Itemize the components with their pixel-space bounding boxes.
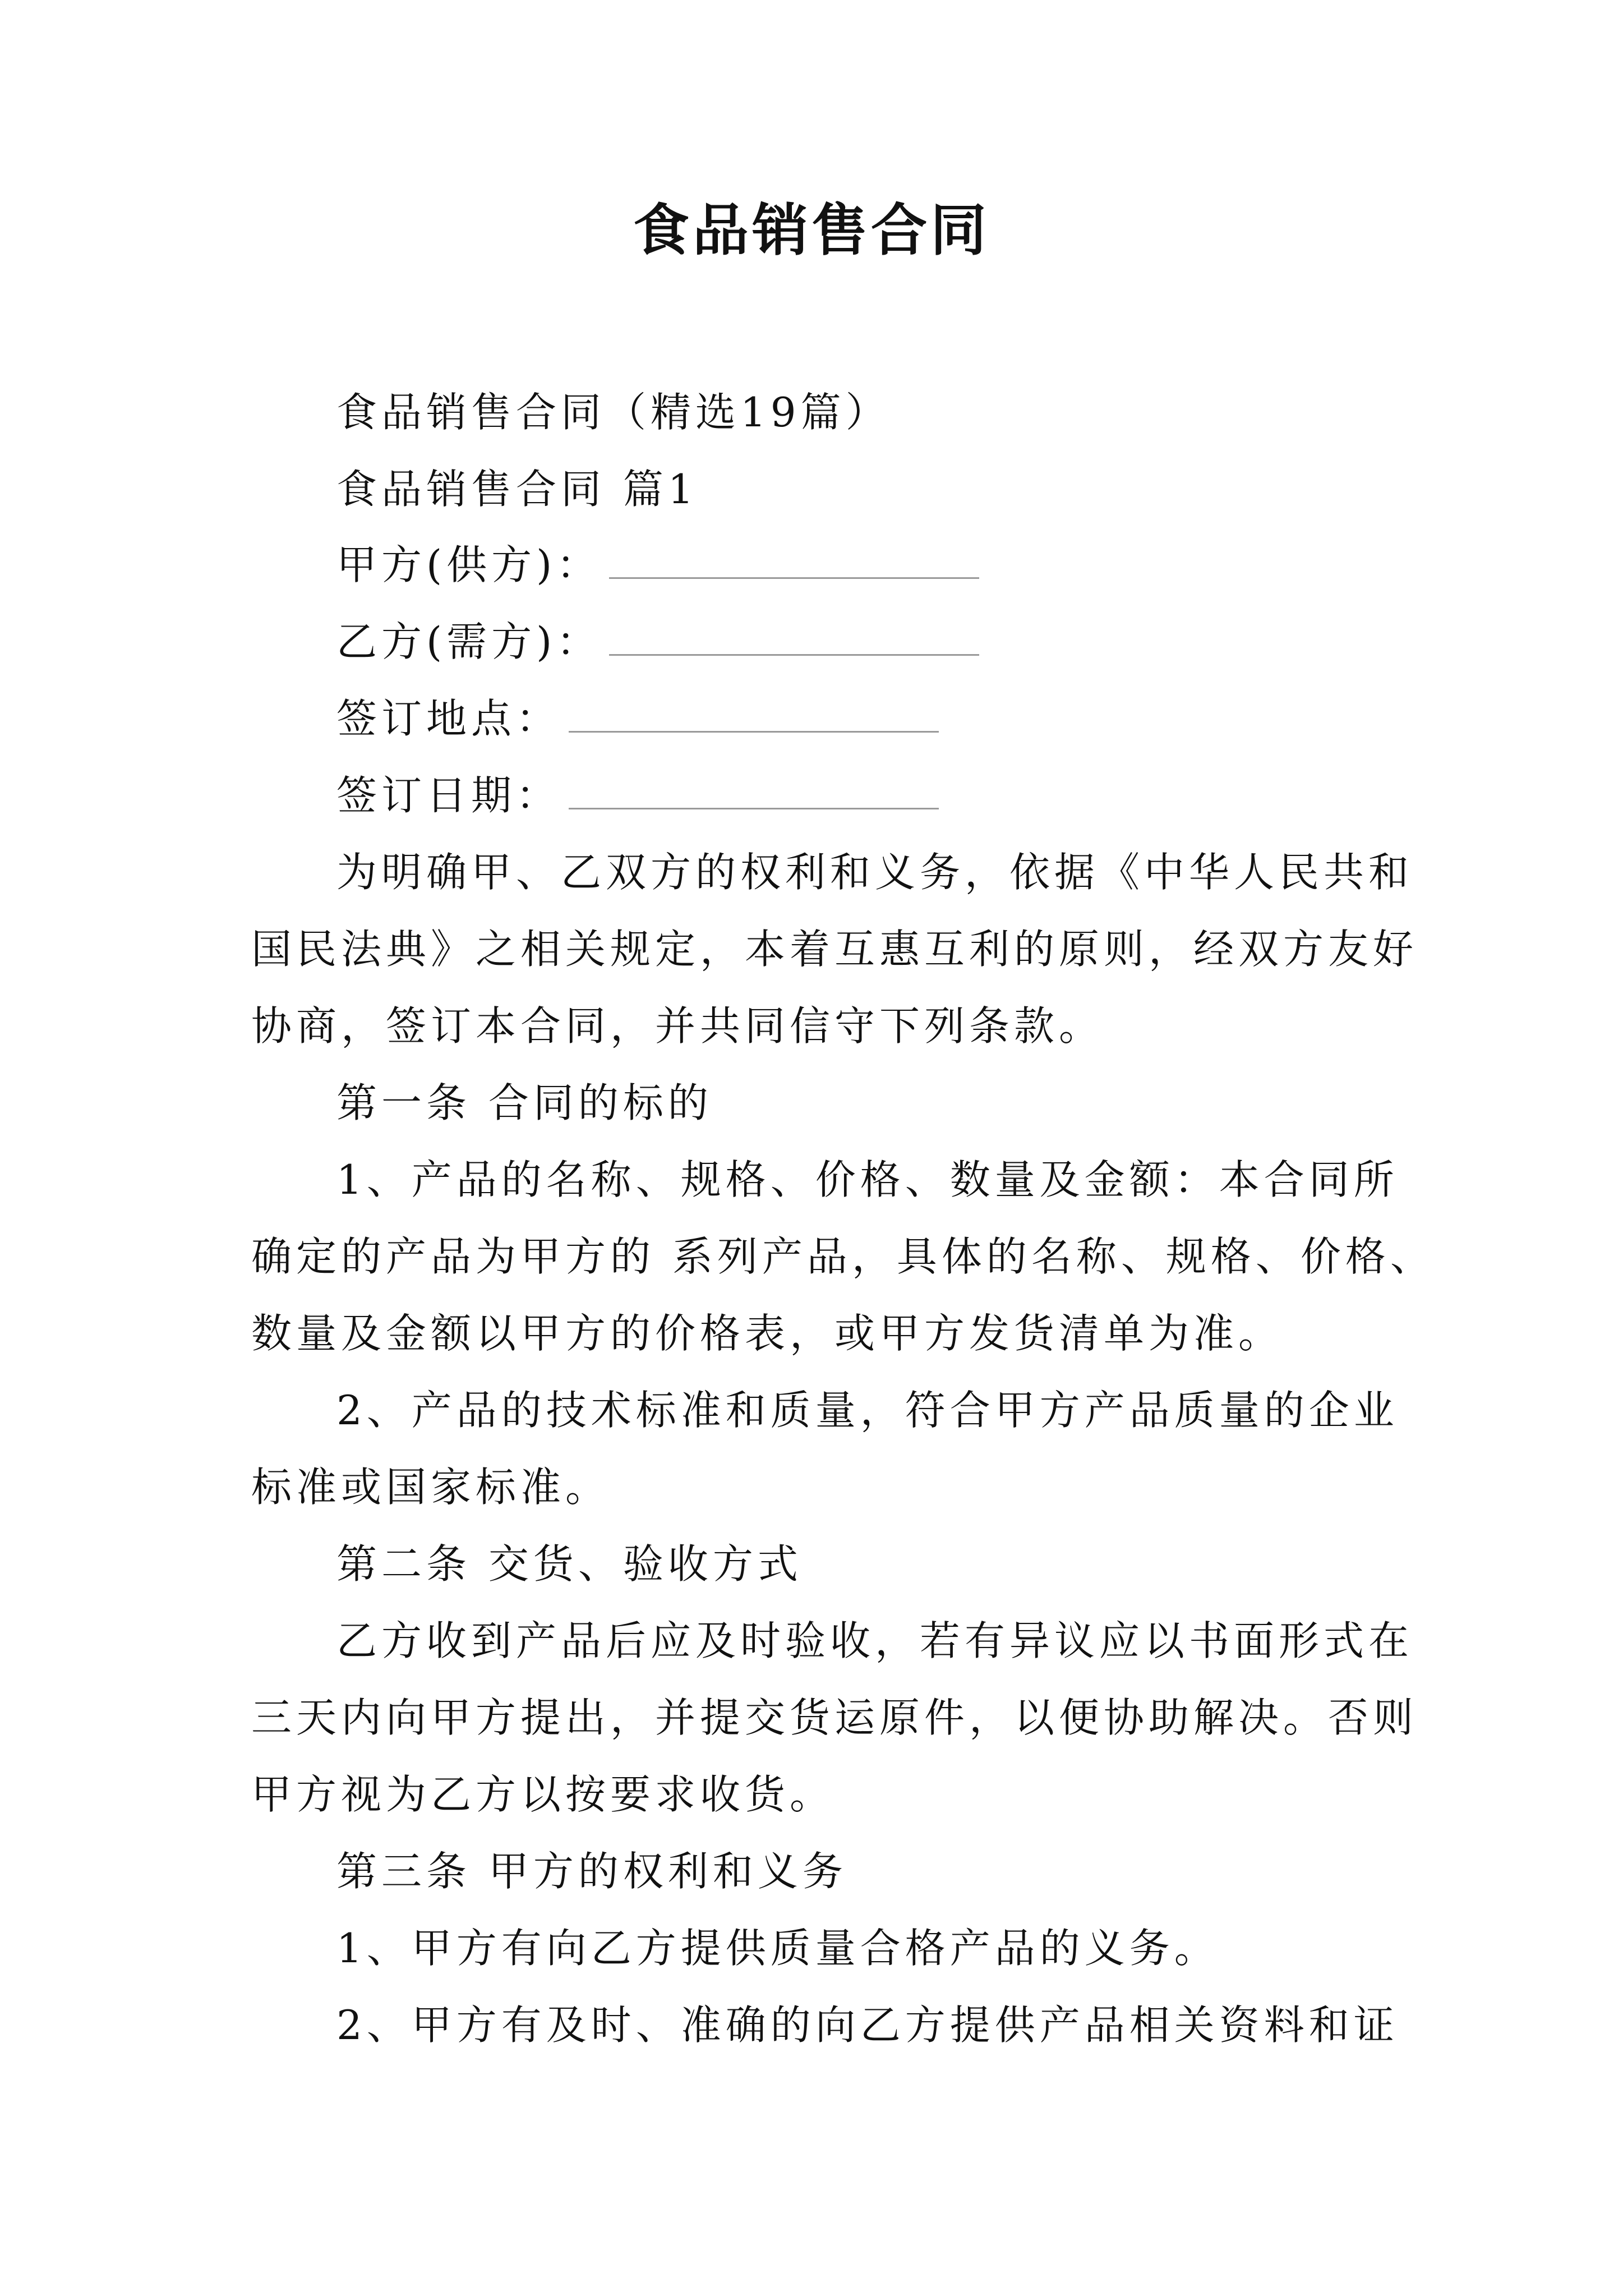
article-3-para-1: 1、甲方有向乙方提供质量合格产品的义务。 bbox=[336, 1925, 1219, 1972]
article-1-heading: 第一条 合同的标的 bbox=[336, 1079, 713, 1126]
article-2-para-1-line-2: 三天内向甲方提出，并提交货运原件，以便协助解决。否则 bbox=[251, 1694, 1418, 1741]
signing-date-label: 签订日期： bbox=[336, 772, 561, 819]
article-1-para-2-line-2: 标准或国家标准。 bbox=[251, 1464, 611, 1511]
article-3-heading: 第三条 甲方的权利和义务 bbox=[336, 1848, 847, 1895]
signing-date-field bbox=[336, 767, 939, 823]
article-1-para-1-line-3: 数量及金额以甲方的价格表，或甲方发货清单为准。 bbox=[251, 1310, 1284, 1357]
article-1-para-1-line-2: 确定的产品为甲方的 系列产品，具体的名称、规格、价格、 bbox=[251, 1233, 1435, 1280]
signing-place-blank-line bbox=[569, 729, 939, 733]
signing-place-field bbox=[336, 691, 939, 747]
article-2-para-1-line-3: 甲方视为乙方以按要求收货。 bbox=[251, 1771, 835, 1818]
article-1-para-1-line-1: 1、产品的名称、规格、价格、数量及金额：本合同所 bbox=[336, 1156, 1399, 1203]
document-subtitle: 食品销售合同（精选19篇） bbox=[336, 389, 891, 436]
signing-place-label: 签订地点： bbox=[336, 695, 561, 742]
party-b-field bbox=[336, 614, 979, 670]
party-b-label: 乙方(需方)： bbox=[336, 618, 602, 665]
party-a-label: 甲方(供方)： bbox=[336, 541, 602, 588]
intro-line-2: 国民法典》之相关规定，本着互惠互利的原则，经双方友好 bbox=[251, 926, 1418, 973]
intro-line-1: 为明确甲、乙双方的权利和义务，依据《中华人民共和 bbox=[336, 849, 1414, 896]
party-a-field bbox=[336, 537, 979, 593]
party-a-blank-line bbox=[609, 575, 979, 579]
document-title: 食品销售合同 bbox=[633, 197, 990, 263]
intro-line-3: 协商，签订本合同，并共同信守下列条款。 bbox=[251, 1002, 1104, 1050]
article-2-para-1-line-1: 乙方收到产品后应及时验收，若有异议应以书面形式在 bbox=[336, 1617, 1414, 1664]
article-1-para-2-line-1: 2、产品的技术标准和质量，符合甲方产品质量的企业 bbox=[336, 1387, 1399, 1434]
section-heading: 食品销售合同 篇1 bbox=[336, 466, 698, 513]
party-b-blank-line bbox=[609, 652, 979, 656]
signing-date-blank-line bbox=[569, 806, 939, 809]
article-2-heading: 第二条 交货、验收方式 bbox=[336, 1540, 803, 1588]
article-3-para-2-line-1: 2、甲方有及时、准确的向乙方提供产品相关资料和证 bbox=[336, 2001, 1399, 2049]
